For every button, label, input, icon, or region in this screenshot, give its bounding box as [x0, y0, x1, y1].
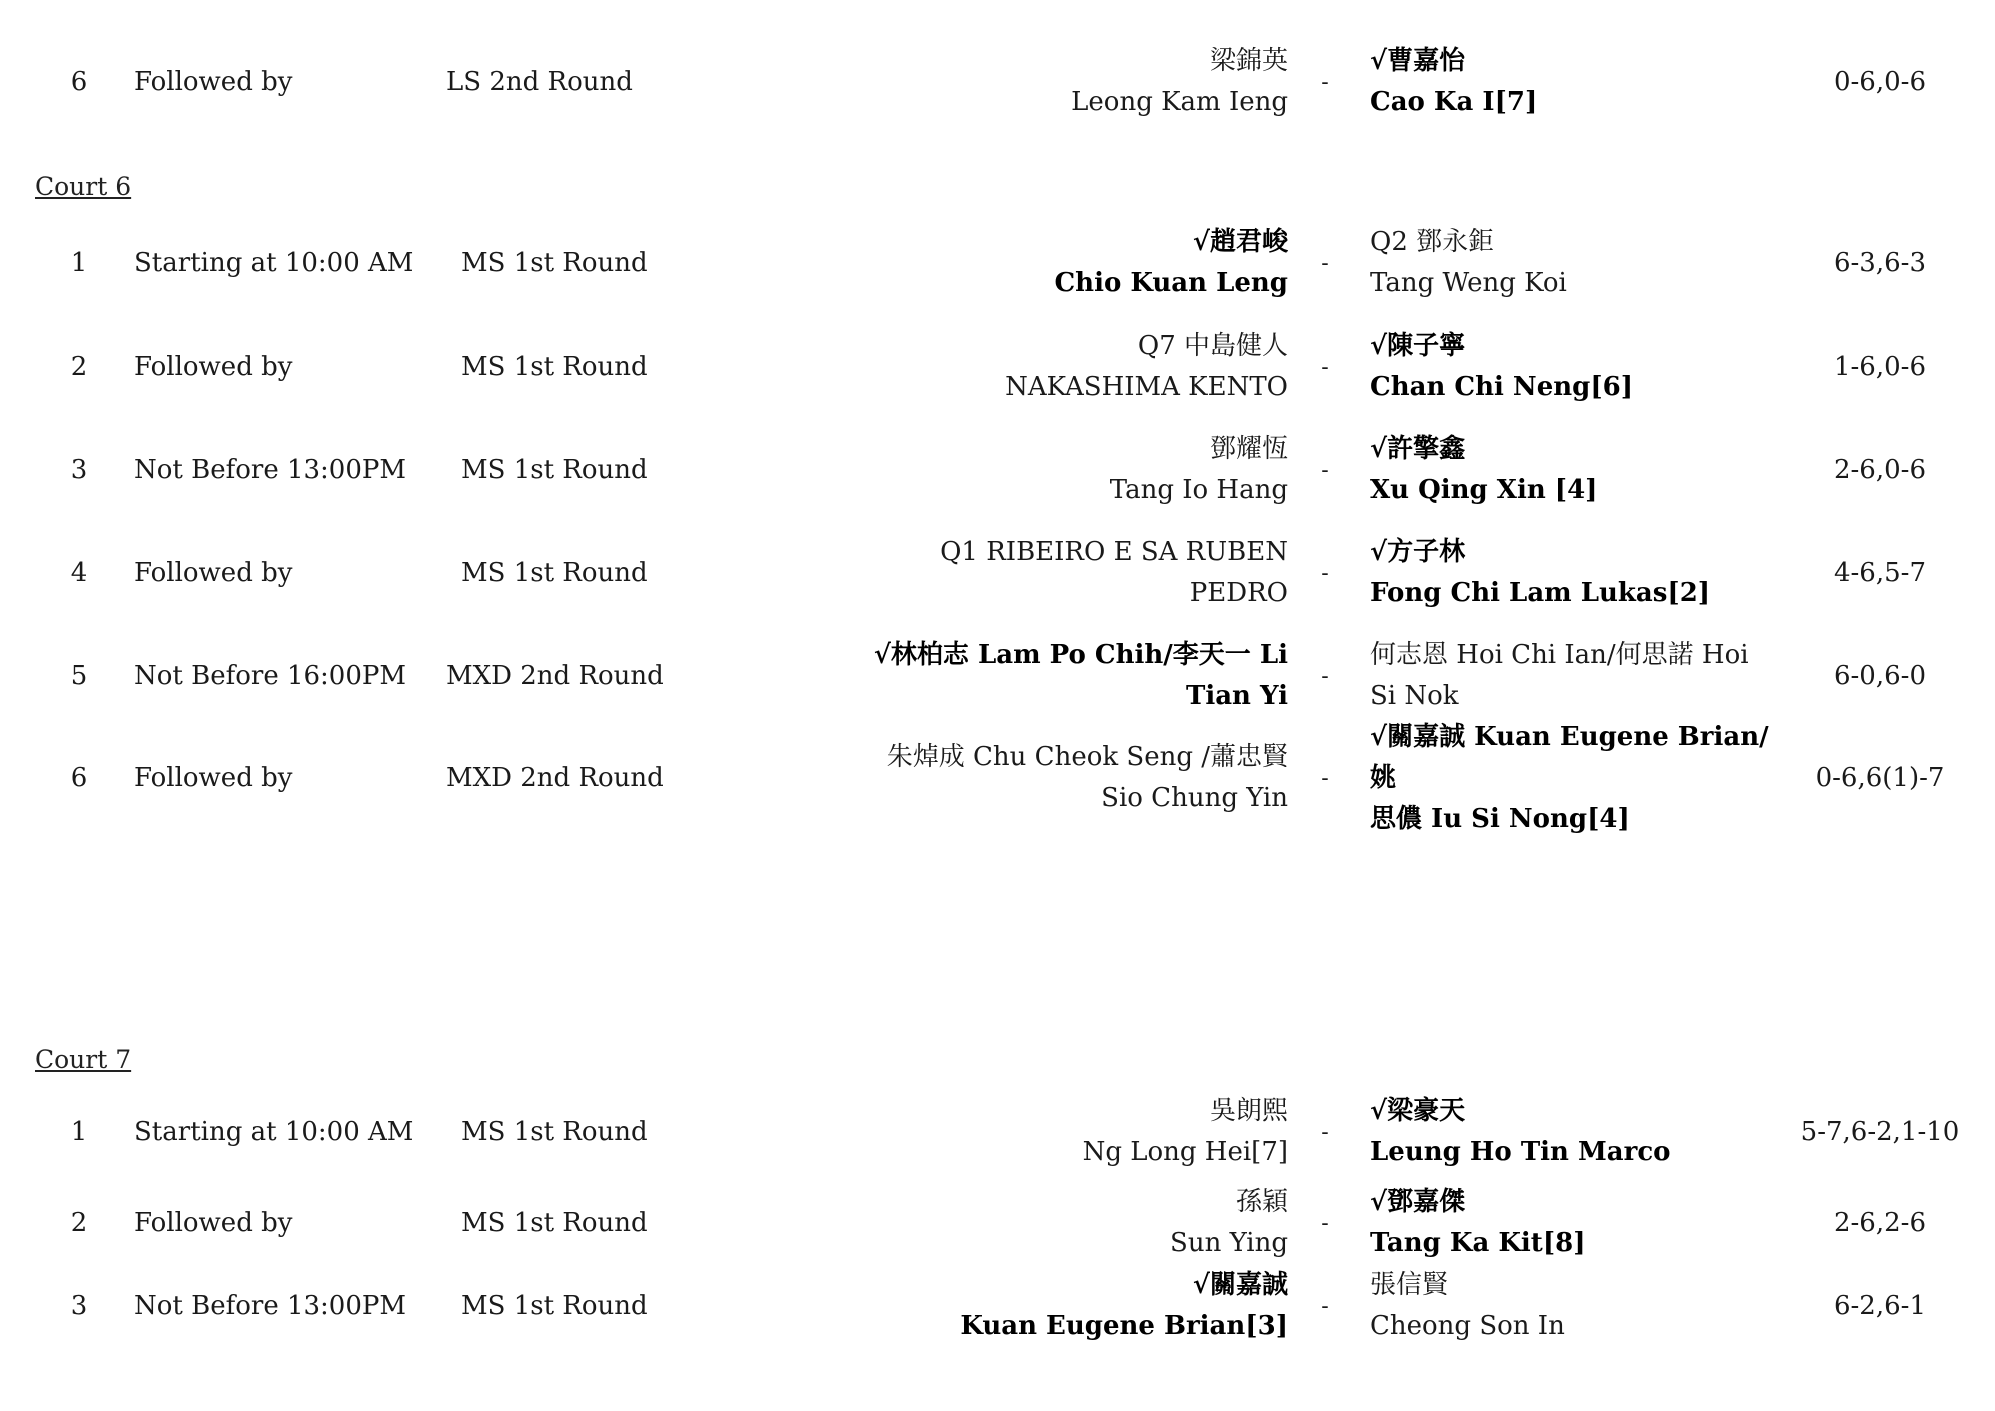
- left-player-line2: PEDRO: [1189, 578, 1288, 608]
- match-score: 1-6,0-6: [1833, 352, 1926, 382]
- right-player: [1370, 1265, 1790, 1347]
- versus-dash: -: [1321, 663, 1329, 689]
- left-player-line2: Sun Ying: [1170, 1228, 1288, 1258]
- left-player-line2: Leong Kam Ieng: [1071, 87, 1288, 117]
- match-score: 2-6,2-6: [1833, 1208, 1926, 1238]
- right-player-line2: Cheong Son In: [1370, 1311, 1565, 1341]
- court-6-title: Court 6: [35, 172, 132, 201]
- left-player-line2: Kuan Eugene Brian[3]: [960, 1311, 1288, 1341]
- match-number: 6: [70, 763, 88, 793]
- versus-dash: -: [1321, 354, 1329, 380]
- versus-dash: -: [1321, 457, 1329, 483]
- right-player-line2: Tang Weng Koi: [1370, 268, 1567, 298]
- right-player-line1: 張信賢: [1370, 1270, 1449, 1300]
- right-player-line1: Q2 鄧永鉅: [1370, 227, 1495, 257]
- match-time: Not Before 13:00PM: [134, 1291, 407, 1321]
- versus-dash: -: [1321, 1210, 1329, 1236]
- match-time: Followed by: [134, 352, 293, 382]
- versus-dash: -: [1321, 1293, 1329, 1319]
- right-player: [1370, 222, 1790, 304]
- left-player-line2: Sio Chung Yin: [1101, 783, 1288, 813]
- match-time: Starting at 10:00 AM: [134, 1117, 414, 1147]
- left-player: [840, 1182, 1288, 1264]
- left-player: [840, 1091, 1288, 1173]
- right-player-winner: [1370, 721, 1790, 834]
- match-number: 2: [70, 352, 88, 382]
- match-number: 3: [70, 455, 88, 485]
- left-player-line2: Tian Yi: [1185, 681, 1288, 711]
- right-player-line2: 思儂 Iu Si Nong[4]: [1370, 803, 1630, 834]
- match-event: MS 1st Round: [461, 1117, 648, 1147]
- match-event: MXD 2nd Round: [446, 661, 664, 691]
- left-player-line1: 鄧耀恆: [1209, 434, 1288, 464]
- left-player-line1: 梁錦英: [1209, 46, 1288, 76]
- versus-dash: -: [1321, 765, 1329, 791]
- match-row: [0, 721, 1995, 834]
- match-time: Followed by: [134, 763, 293, 793]
- match-row: [0, 326, 1995, 408]
- match-event: MS 1st Round: [461, 558, 648, 588]
- versus-dash: -: [1321, 69, 1329, 95]
- left-player-line1: 吳朗熙: [1209, 1096, 1288, 1126]
- left-player-winner: [840, 635, 1288, 717]
- match-score: 0-6,6(1)-7: [1815, 763, 1945, 793]
- right-player-winner: [1370, 1182, 1790, 1264]
- left-player: [840, 40, 1288, 124]
- right-player-line1: √方子林: [1370, 537, 1466, 567]
- match-score: 6-2,6-1: [1833, 1291, 1926, 1321]
- match-event: MS 1st Round: [461, 455, 648, 485]
- right-player-line2: Si Nok: [1370, 681, 1459, 711]
- match-row: [0, 40, 1995, 124]
- left-player-line1: √趙君峻: [1192, 227, 1288, 257]
- right-player-winner: [1370, 429, 1790, 511]
- left-player: [840, 737, 1288, 819]
- right-player-winner: [1370, 40, 1790, 124]
- left-player-line2: NAKASHIMA KENTO: [1005, 372, 1288, 402]
- left-player-winner: [840, 1265, 1288, 1347]
- match-time: Followed by: [134, 67, 293, 97]
- match-score: 0-6,0-6: [1833, 67, 1926, 97]
- left-player: [840, 532, 1288, 614]
- match-score: 6-0,6-0: [1833, 661, 1926, 691]
- match-row: [0, 429, 1995, 511]
- right-player-line1: √曹嘉怡: [1370, 46, 1466, 76]
- match-time: Followed by: [134, 1208, 293, 1238]
- left-player-winner: [840, 222, 1288, 304]
- left-player-line2: Ng Long Hei[7]: [1082, 1137, 1288, 1167]
- match-score: 4-6,5-7: [1833, 558, 1926, 588]
- left-player-line2: Tang Io Hang: [1109, 475, 1288, 505]
- match-score: 6-3,6-3: [1833, 248, 1926, 278]
- left-player-line1: Q7 中島健人: [1137, 331, 1288, 361]
- match-time: Followed by: [134, 558, 293, 588]
- right-player-line1: 何志恩 Hoi Chi Ian/何思諾 Hoi: [1370, 640, 1749, 670]
- match-event: MS 1st Round: [461, 248, 648, 278]
- left-player-line2: Chio Kuan Leng: [1054, 268, 1288, 298]
- left-player-line1: 朱焯成 Chu Cheok Seng /蕭忠賢: [886, 742, 1288, 772]
- right-player-line2: Xu Qing Xin [4]: [1370, 475, 1598, 505]
- right-player-line2: Leung Ho Tin Marco: [1370, 1137, 1671, 1167]
- right-player-line2: Cao Ka I[7]: [1370, 87, 1538, 117]
- match-row: [0, 1182, 1995, 1264]
- right-player-winner: [1370, 326, 1790, 408]
- match-time: Not Before 13:00PM: [134, 455, 407, 485]
- right-player-line2: Fong Chi Lam Lukas[2]: [1370, 578, 1711, 608]
- right-player-line1: √許擎鑫: [1370, 434, 1466, 464]
- left-player-line1: Q1 RIBEIRO E SA RUBEN: [940, 537, 1288, 567]
- match-event: LS 2nd Round: [446, 67, 633, 97]
- match-number: 3: [70, 1291, 88, 1321]
- match-row: [0, 222, 1995, 304]
- left-player-line1: √關嘉誠: [1192, 1270, 1288, 1300]
- match-number: 1: [70, 1117, 88, 1147]
- right-player-line1: √陳子寧: [1370, 331, 1466, 361]
- versus-dash: -: [1321, 250, 1329, 276]
- match-time: Not Before 16:00PM: [134, 661, 407, 691]
- match-row: [0, 1265, 1995, 1347]
- right-player-line2: Tang Ka Kit[8]: [1370, 1228, 1586, 1258]
- right-player-winner: [1370, 532, 1790, 614]
- versus-dash: -: [1321, 1119, 1329, 1145]
- match-number: 5: [70, 661, 88, 691]
- match-score: 5-7,6-2,1-10: [1800, 1117, 1960, 1147]
- match-time: Starting at 10:00 AM: [134, 248, 414, 278]
- left-player: [840, 326, 1288, 408]
- match-number: 6: [70, 67, 88, 97]
- match-event: MS 1st Round: [461, 352, 648, 382]
- match-number: 1: [70, 248, 88, 278]
- match-score: 2-6,0-6: [1833, 455, 1926, 485]
- left-player-line1: 孫穎: [1235, 1187, 1288, 1217]
- match-event: MS 1st Round: [461, 1208, 648, 1238]
- versus-dash: -: [1321, 560, 1329, 586]
- match-event: MS 1st Round: [461, 1291, 648, 1321]
- right-player-line2: Chan Chi Neng[6]: [1370, 372, 1634, 402]
- right-player-line1: √關嘉誠 Kuan Eugene Brian/姚: [1370, 721, 1769, 793]
- match-row: [0, 532, 1995, 614]
- match-row: [0, 1091, 1995, 1173]
- court-7-title: Court 7: [35, 1045, 132, 1074]
- match-number: 4: [70, 558, 88, 588]
- right-player-line1: √鄧嘉傑: [1370, 1187, 1466, 1217]
- right-player-winner: [1370, 1091, 1790, 1173]
- match-number: 2: [70, 1208, 88, 1238]
- match-event: MXD 2nd Round: [446, 763, 664, 793]
- right-player: [1370, 635, 1790, 717]
- match-row: [0, 635, 1995, 717]
- left-player-line1: √林柏志 Lam Po Chih/李天一 Li: [873, 640, 1288, 670]
- right-player-line1: √梁豪天: [1370, 1096, 1466, 1126]
- left-player: [840, 429, 1288, 511]
